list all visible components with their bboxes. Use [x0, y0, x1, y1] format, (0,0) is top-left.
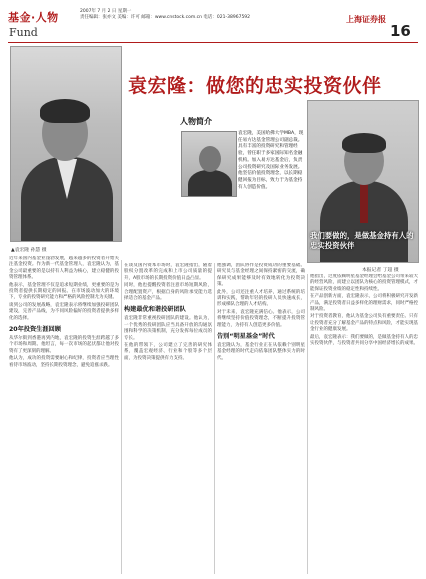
header-date: 2007年 7 月 2 日 星期一 — [80, 9, 132, 14]
header-contacts: 责任编辑：张亦文 美编：许可 邮箱：www.cnstock.com.cn 电话：021-38967592 — [80, 15, 251, 20]
paragraph: 他认为，成功的投资需要耐心和纪律，投资者应当理性看待市场波动，坚持长期投资理念，避免追涨杀跌。 — [9, 356, 119, 368]
article-column-3 — [217, 263, 305, 574]
profile-title: 人物简介 — [180, 117, 212, 126]
article-column-1 — [9, 256, 119, 574]
photo-caption-right: 本报记者 丁超 摄 — [362, 268, 399, 273]
paragraph: 袁宏隆认为，基金行业正在从依赖个别明星基金经理的时代走向依靠团队整体实力的时代。 — [217, 343, 305, 361]
column-divider — [307, 274, 308, 574]
column-divider — [214, 263, 215, 574]
paragraph: 近年来国内基金业蓬勃发展，越来越多的投资者开始关注基金投资。作为新一代基金管理人，袁宏隆认为，基金公司最重要的是以持有人利益为核心，建立稳健的投资管理体系。 — [9, 256, 119, 281]
paragraph: 在他的带领下，公司建立了完善的研究体系，覆盖宏观经济、行业和个股等多个层面，为投资决策提供有力支持。 — [124, 343, 212, 361]
paragraph: 在产品创新方面，袁宏隆表示，公司将积极研究开发新产品，满足投资者日益多样化的理财需求，同时严格控制风险。 — [310, 294, 418, 313]
paragraph: 对于未来，袁宏隆充满信心。他表示，公司将继续坚持价值投资理念，不断提升投资管理能力，为持有人创造更多价值。 — [217, 309, 305, 328]
article-column-2 — [124, 263, 212, 574]
subheading: 构建最优和谐投研团队 — [124, 306, 186, 314]
subheading: 告别“明星基金”时代 — [217, 333, 275, 341]
profile-photo — [181, 131, 237, 197]
paragraph: 对于投资者教育，他认为基金公司负有重要责任。只有让投资者充分了解基金产品的特点和风险，才能实现基金行业的健康发展。 — [310, 314, 418, 333]
pull-quote: 我们要做的，是做基金持有人的忠实投资伙伴 — [310, 231, 414, 250]
paragraph: 最后，袁宏隆表示：我们要做的，是做基金持有人的忠实投资伙伴，与投资者共同分享中国经济增长的成果。 — [310, 334, 418, 347]
paragraph: 此外，公司还注重人才培养，通过系统的培训和实践，帮助年轻的投研人员快速成长，形成梯队合理的人才结构。 — [217, 289, 305, 308]
paragraph: 同时，他也提醒投资者注意市场短期风险，合理配置资产，根据自身的风险承受能力选择适合的基金产品。 — [124, 283, 212, 302]
header-divider — [8, 42, 418, 43]
section-tag — [8, 9, 59, 25]
paragraph: 他强调，团队协作是投资成功的重要基础。研究员与基金经理之间保持紧密的交流，确保研究成果能够及时有效地转化为投资决策。 — [217, 263, 305, 288]
header-info-band — [80, 9, 342, 29]
paragraph: 在谈及国内资本市场时，袁宏隆指出，随着股权分置改革的完成和上市公司质量的提升，A股市场的长期投资价值日益凸显。 — [124, 263, 212, 281]
paragraph: 谈到公司的发展战略，袁宏隆表示将继续加强投研团队建设，完善产品线，为不同风险偏好的投资者提供多样化的选择。 — [9, 302, 119, 321]
photo-caption-left: ▲袁宏隆 孙慧 摄 — [11, 248, 47, 253]
page-number: 16 — [390, 22, 411, 40]
column-divider — [121, 260, 122, 574]
paragraph: 他表示，基金管理不仅是追求短期业绩，更重要的是为投资者提供长期稳定的回报。在市场波动加大的环境下，专业的投资研究能力和严格的风险控制尤为关键。 — [9, 282, 119, 301]
newspaper-logo: 上海证券报 — [346, 14, 386, 24]
section-title: 基金·人物 — [8, 11, 59, 24]
headline: 袁宏隆：做您的忠实投资伙伴 — [128, 75, 382, 97]
subheading: 20年投资生涯回顾 — [9, 326, 61, 334]
portrait-photo-left — [10, 46, 122, 242]
section-subtitle-en: Fund — [9, 26, 38, 39]
paragraph: 他指出，过度依赖明星基金经理会给基金公司带来较大的经营风险，而建立以团队为核心的投资管理模式，才能保证投资业绩的稳定性和持续性。 — [310, 274, 418, 292]
paragraph: 从华尔街到香港再到内地，袁宏隆的投资生涯跨越了多个市场和周期。他坦言，每一次市场的起伏都让他对投资有了更深刻的理解。 — [9, 336, 119, 354]
paragraph: 袁宏隆非常重视投研团队的建设。他认为，一个优秀的投研团队应当具备开放的沟通氛围和科学的决策机制，充分发挥每位成员的专长。 — [124, 316, 212, 341]
article-column-4 — [310, 274, 418, 574]
profile-text: 袁宏隆，美国哈佛大学MBA，现任易方达基金管理公司副总裁。具有丰富的投资研究和管理经验，曾任职于多家国际知名金融机构。加入易方达基金后，负责公司投资研究及国际业务发展。他坚信价值投资理念，以长期稳健回报为目标，致力于为基金持有人创造价值。 — [238, 131, 304, 190]
